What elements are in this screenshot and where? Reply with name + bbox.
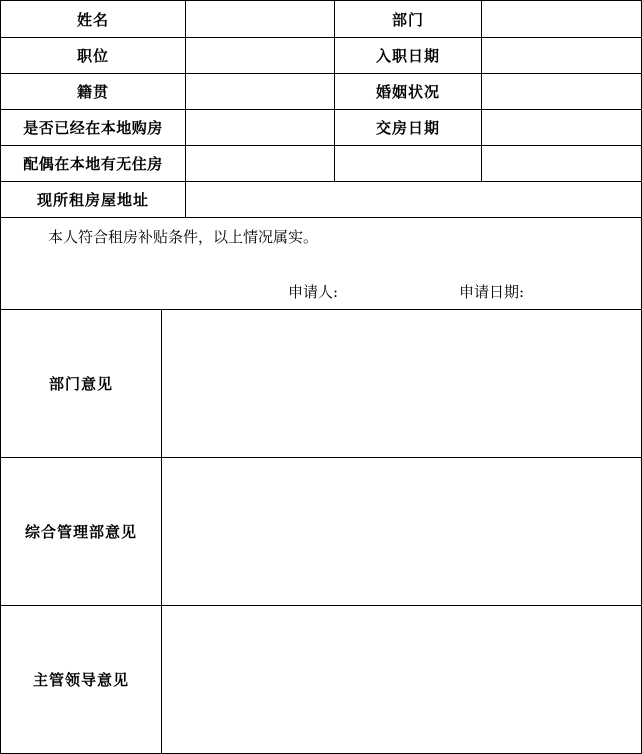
- label-hire-date: 入职日期: [334, 37, 482, 74]
- blank-cell-value[interactable]: [481, 145, 642, 182]
- input-department[interactable]: [481, 0, 642, 38]
- input-hire-date[interactable]: [481, 37, 642, 74]
- blank-cell-label: [334, 145, 482, 182]
- input-rental-address[interactable]: [185, 181, 642, 218]
- apply-date-label: 申请日期:: [459, 283, 525, 301]
- label-native-place: 籍贯: [0, 73, 186, 110]
- label-supervisor-opinion: 主管领导意见: [0, 605, 162, 754]
- label-rental-address: 现所租房屋地址: [0, 181, 186, 218]
- input-owns-house[interactable]: [185, 109, 335, 146]
- input-name[interactable]: [185, 0, 335, 38]
- input-native-place[interactable]: [185, 73, 335, 110]
- input-department-opinion[interactable]: [161, 309, 642, 458]
- label-handover-date: 交房日期: [334, 109, 482, 146]
- input-spouse-house[interactable]: [185, 145, 335, 182]
- label-spouse-house: 配偶在本地有无住房: [0, 145, 186, 182]
- input-marital-status[interactable]: [481, 73, 642, 110]
- label-marital-status: 婚姻状况: [334, 73, 482, 110]
- applicant-label: 申请人:: [288, 283, 339, 301]
- label-admin-opinion: 综合管理部意见: [0, 457, 162, 606]
- input-position[interactable]: [185, 37, 335, 74]
- statement-section: [0, 217, 642, 310]
- label-department-opinion: 部门意见: [0, 309, 162, 458]
- label-department: 部门: [334, 0, 482, 38]
- input-handover-date[interactable]: [481, 109, 642, 146]
- label-name: 姓名: [0, 0, 186, 38]
- input-admin-opinion[interactable]: [161, 457, 642, 606]
- label-owns-house: 是否已经在本地购房: [0, 109, 186, 146]
- input-supervisor-opinion[interactable]: [161, 605, 642, 754]
- label-position: 职位: [0, 37, 186, 74]
- statement-text: 本人符合租房补贴条件，以上情况属实。: [48, 228, 319, 246]
